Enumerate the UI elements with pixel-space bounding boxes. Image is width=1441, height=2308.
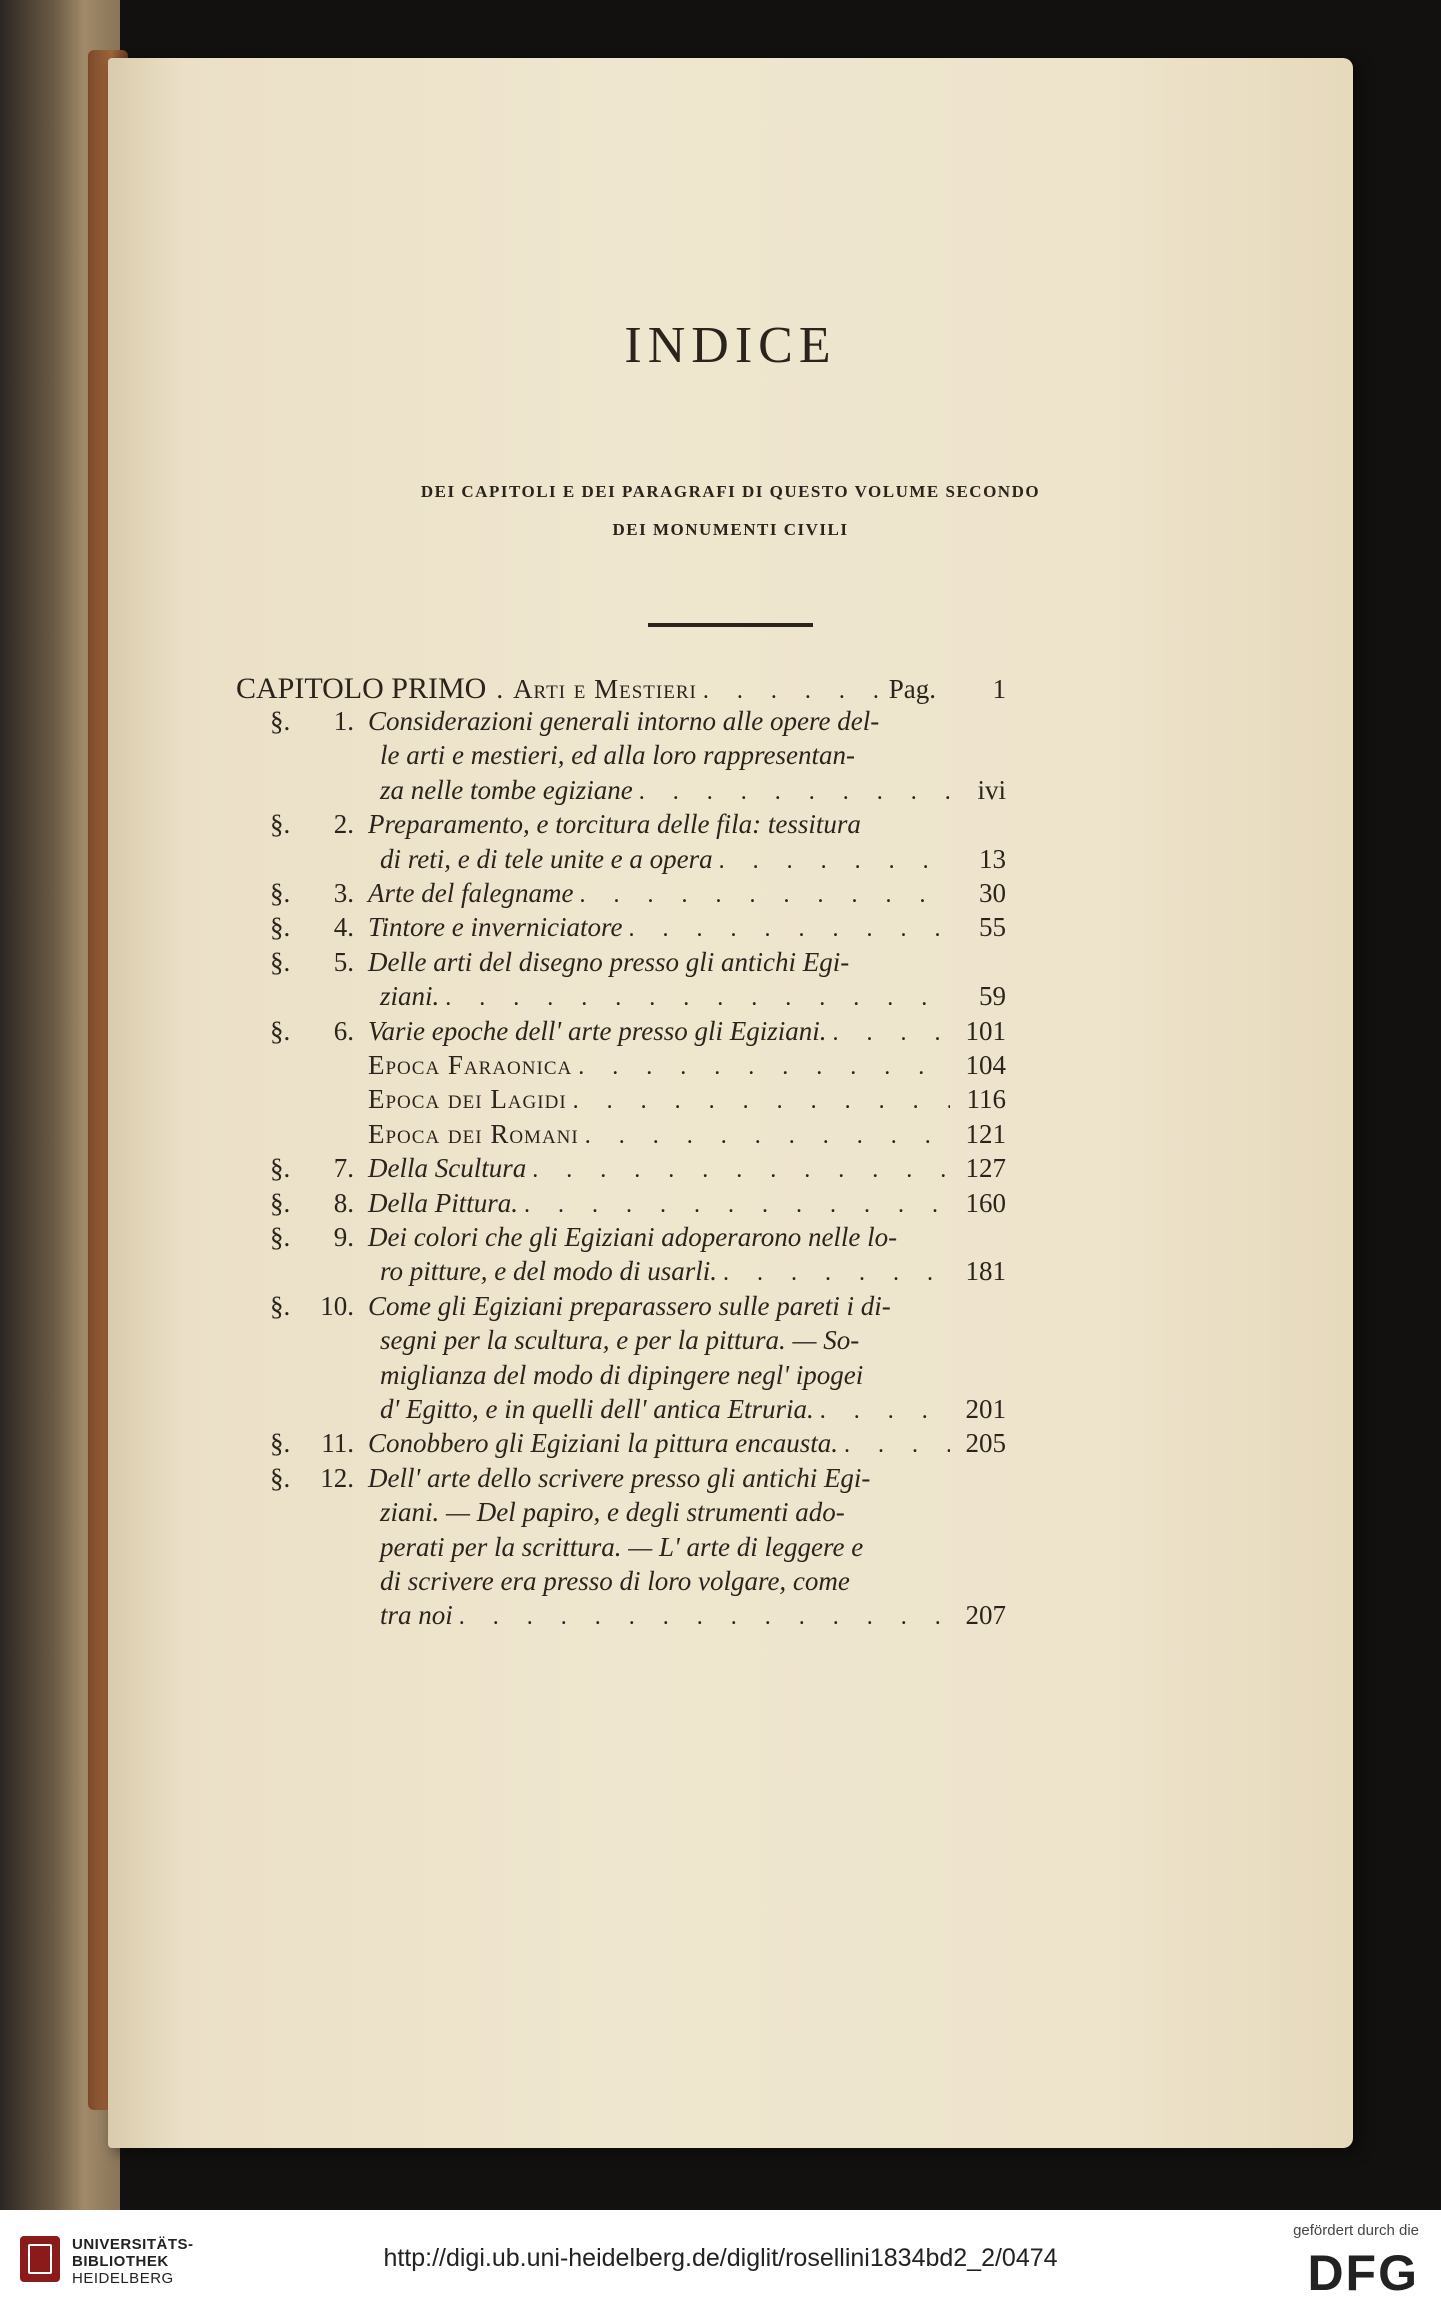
toc-entry-line: [380, 1325, 1006, 1359]
toc-page-number: 30: [979, 878, 1006, 908]
toc-entry-line: [270, 1016, 1006, 1050]
toc-entry-text: tra noi: [380, 1600, 453, 1631]
section-number: 9.: [333, 1222, 354, 1252]
toc-entry-line: [270, 1291, 1006, 1325]
toc-entry-line: [380, 1360, 1006, 1394]
toc-entry-text: za nelle tombe egiziane: [380, 774, 633, 805]
section-symbol: §.: [270, 706, 291, 736]
dot-leader: [585, 1123, 950, 1150]
toc-entry-line: [270, 1153, 1006, 1187]
toc-page-number: 104: [965, 1050, 1006, 1080]
viewer-footer: [0, 2210, 1441, 2308]
toc-entry-line: [380, 1256, 1006, 1290]
section-symbol: §.: [270, 1153, 291, 1184]
section-symbol: §.: [270, 1222, 291, 1252]
toc-entry-line: [270, 912, 1006, 946]
dot-leader: [628, 916, 950, 943]
dot-leader: [723, 1260, 950, 1287]
dot-leader: [844, 1432, 950, 1459]
toc-page-number: 205: [965, 1428, 1006, 1459]
dot-leader: [524, 1192, 950, 1219]
toc-page-number: 207: [965, 1600, 1006, 1631]
section-number: 10.: [320, 1290, 354, 1321]
institution-name: UNIVERSITÄTS- BIBLIOTHEK HEIDELBERG: [72, 2236, 194, 2287]
funded-by-label: gefördert durch die: [1293, 2222, 1419, 2239]
toc-page-number: 13: [979, 843, 1006, 874]
toc-entry-text: Come gli Egiziani preparassero sulle pareti i di-: [368, 1290, 891, 1321]
toc-entry-text: d' Egitto, e in quelli dell' antica Etruria.: [380, 1394, 814, 1424]
toc-entry-line: [380, 1566, 1006, 1600]
toc-entry-text: ro pitture, e del modo di usarli.: [380, 1256, 717, 1287]
toc-entry-text: segni per la scultura, e per la pittura. — So-: [380, 1325, 860, 1356]
dot-leader: [579, 882, 950, 909]
chapter-title: CAPITOLO PRIMO: [236, 672, 487, 705]
section-symbol: §.: [270, 1462, 291, 1493]
toc-entry-line: [380, 981, 1006, 1015]
toc-entry-text: ziani.: [380, 981, 440, 1012]
dot-leader: [578, 1054, 950, 1081]
section-number: 12.: [320, 1462, 354, 1493]
chapter-heading: CAPITOLO PRIMO . Arti e Mestieri . . . Pag. 1: [236, 672, 1006, 706]
toc-entry-text: di scrivere era presso di loro volgare, come: [380, 1566, 850, 1596]
section-number: 1.: [333, 706, 354, 736]
dot-leader: [719, 848, 950, 875]
subtitle-line-2: DEI MONUMENTI CIVILI: [612, 520, 849, 539]
toc-page-number: 160: [965, 1187, 1006, 1218]
toc-page-number: 181: [965, 1256, 1006, 1287]
book-page: [108, 58, 1353, 2148]
section-number: 3.: [333, 878, 354, 908]
toc-entry-text: Dell' arte dello scrivere presso gli antichi Egi-: [368, 1462, 871, 1493]
chapter-page-number: 1: [992, 674, 1006, 704]
section-symbol: §.: [270, 946, 291, 977]
toc-entry-line: [380, 1394, 1006, 1428]
toc-page-number: 55: [979, 912, 1006, 943]
section-symbol: §.: [270, 1015, 291, 1046]
section-number: 2.: [333, 809, 354, 840]
toc-entry-line: [380, 740, 1006, 774]
section-number: 7.: [333, 1153, 354, 1184]
toc-entry-line: [368, 1050, 1006, 1084]
dot-leader: [445, 985, 950, 1012]
dfg-logo: DFG: [1307, 2245, 1419, 2301]
toc-entry-text: Conobbero gli Egiziani la pittura encausta.: [368, 1428, 838, 1459]
toc-entry-text: Arte del falegname: [368, 878, 574, 908]
toc-entry-text: Preparamento, e torcitura delle fila: tessitura: [368, 809, 861, 840]
toc-entry-text: perati per la scrittura. — L' arte di leggere e: [380, 1531, 864, 1562]
toc-entry-line: [368, 1119, 1006, 1153]
toc-page-number: ivi: [977, 774, 1006, 805]
dot-leader: [573, 1088, 950, 1115]
section-symbol: §.: [270, 912, 291, 943]
toc-entry-line: [380, 1532, 1006, 1566]
toc-entry-text: Delle arti del disegno presso gli antichi Egi-: [368, 946, 850, 977]
toc-entry-line: [380, 844, 1006, 878]
section-number: 4.: [333, 912, 354, 943]
toc-entry-text: Dei colori che gli Egiziani adoperarono nelle lo-: [368, 1222, 898, 1252]
toc-page-number: 127: [965, 1153, 1006, 1184]
toc-entry-line: [270, 1463, 1006, 1497]
toc-entry-line: [270, 947, 1006, 981]
toc-page-number: 201: [965, 1394, 1006, 1424]
section-symbol: §.: [270, 878, 291, 908]
toc-entry-text: Tintore e inverniciatore: [368, 912, 623, 943]
toc-entry-text: Della Scultura: [368, 1153, 527, 1184]
title-rule: [648, 623, 813, 627]
toc-entry-line: [270, 878, 1006, 912]
section-symbol: §.: [270, 1187, 291, 1218]
subtitle-line-1: DEI CAPITOLI E DEI PARAGRAFI DI QUESTO VOLUME SECONDO: [420, 482, 1041, 501]
section-number: 5.: [333, 946, 354, 977]
toc-page-number: 59: [979, 981, 1006, 1012]
toc-entry-text: ziani. — Del papiro, e degli strumenti ado-: [380, 1497, 845, 1528]
toc-entry-line: [380, 775, 1006, 809]
toc-entry-text: Epoca dei Lagidi: [368, 1084, 567, 1115]
section-symbol: §.: [270, 1428, 291, 1459]
toc-entry-text: le arti e mestieri, ed alla loro rappresentan-: [380, 740, 855, 771]
section-number: 6.: [333, 1015, 354, 1046]
toc-entry-text: Epoca dei Romani: [368, 1118, 579, 1149]
toc-entry-line: [380, 1497, 1006, 1531]
dot-leader: [459, 1604, 950, 1631]
section-symbol: §.: [270, 809, 291, 840]
toc-entry-line: [368, 1084, 1006, 1118]
toc-entry-line: [270, 1222, 1006, 1256]
toc-entry-line: [270, 809, 1006, 843]
toc-page-number: 116: [966, 1084, 1006, 1115]
toc-entry-text: Considerazioni generali intorno alle opere del-: [368, 706, 880, 736]
toc-entry-text: di reti, e di tele unite e a opera: [380, 843, 713, 874]
toc-entry-line: [270, 706, 1006, 740]
dot-leader: [820, 1398, 950, 1425]
toc-entry-line: [270, 1428, 1006, 1462]
section-number: 11.: [321, 1428, 354, 1459]
toc-entry-text: Varie epoche dell' arte presso gli Egiziani.: [368, 1015, 827, 1046]
dot-leader: [832, 1020, 950, 1047]
toc-entry-text: Della Pittura.: [368, 1187, 518, 1218]
page-url[interactable]: http://digi.ub.uni-heidelberg.de/diglit/rosellini1834bd2_2/0474: [383, 2244, 1058, 2272]
section-number: 8.: [333, 1187, 354, 1218]
page-title: INDICE: [624, 317, 837, 374]
dot-leader: [639, 779, 950, 806]
toc-page-number: 101: [965, 1015, 1006, 1046]
toc-entry-text: miglianza del modo di dipingere negl' ipogei: [380, 1359, 864, 1390]
section-symbol: §.: [270, 1290, 291, 1321]
toc-entry-text: Epoca Faraonica: [368, 1050, 573, 1080]
toc-entry-line: [380, 1600, 1006, 1634]
dot-leader: [532, 1157, 950, 1184]
toc-entry-line: [270, 1188, 1006, 1222]
page-content: [108, 58, 1441, 2268]
chapter-subtitle: Arti e Mestieri: [513, 674, 697, 704]
page-label: Pag.: [888, 674, 936, 704]
toc-page-number: 121: [965, 1118, 1006, 1149]
